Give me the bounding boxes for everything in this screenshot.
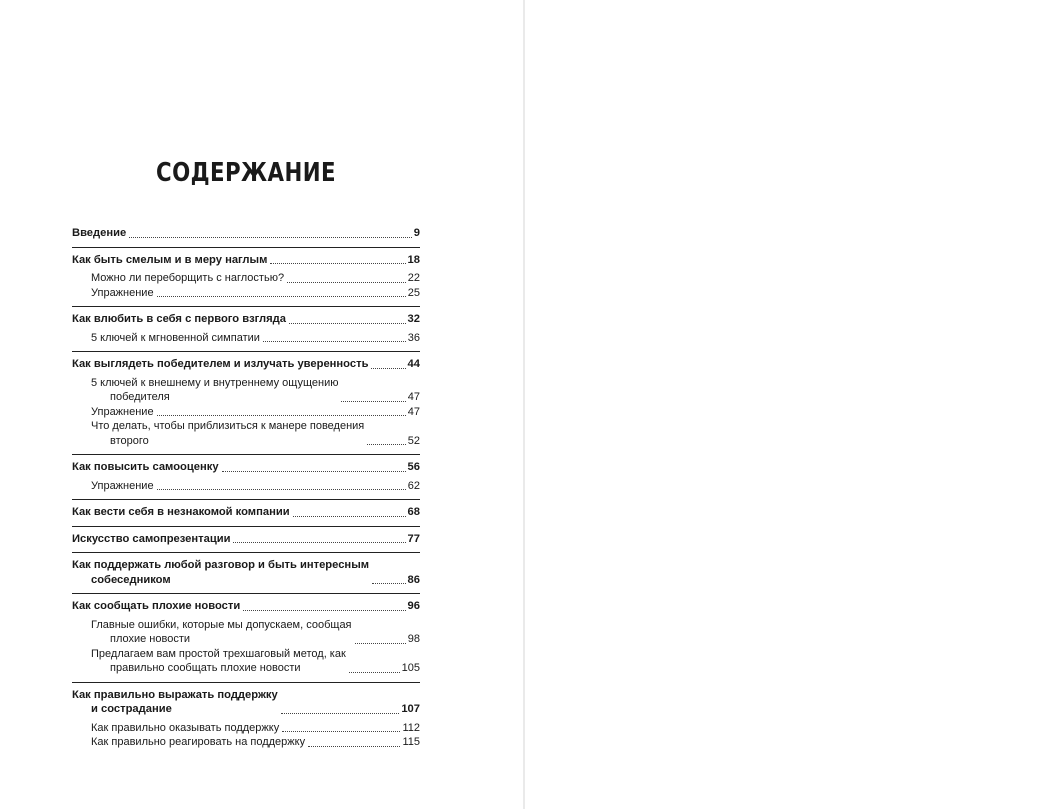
toc-chapter <box>72 688 420 717</box>
toc-chapter <box>72 558 420 587</box>
dot-leader <box>157 291 406 297</box>
dot-leader <box>341 396 405 402</box>
dot-leader <box>282 726 400 732</box>
page-ref: 105 <box>401 662 420 674</box>
toc-subentry <box>72 479 420 494</box>
page-ref: 36 <box>407 331 420 344</box>
entry-text-continuation: и сострадание <box>91 703 172 715</box>
toc-subentries <box>72 479 420 494</box>
entry-text-line: 5 ключей к внешнему и внутреннему ощущению <box>91 376 339 389</box>
toc-chapter <box>72 253 420 268</box>
entry-text-line: Как влюбить в себя с первого взгляда <box>72 313 287 325</box>
toc-subentry <box>72 735 420 750</box>
page-ref: 22 <box>407 272 420 284</box>
chapter-title <box>72 253 267 268</box>
page-ref: 77 <box>407 532 420 545</box>
entry-text-line: Как сообщать плохие новости <box>72 600 241 612</box>
left-page <box>0 0 523 809</box>
subentry-title <box>91 286 154 301</box>
page-ref: 86 <box>407 573 420 586</box>
subentry-title <box>91 721 279 736</box>
dot-leader <box>372 578 406 584</box>
subentry-title <box>91 271 284 286</box>
entry-text-line: Как повысить самооценку <box>72 461 219 473</box>
toc-section <box>72 357 420 448</box>
subentry-title <box>91 376 338 405</box>
toc-chapter <box>72 357 420 372</box>
toc-section <box>72 226 420 241</box>
entry-text-line: Можно ли переборщить с наглостью? <box>91 272 285 284</box>
toc-subentry <box>72 286 420 301</box>
toc-subentry <box>72 331 420 346</box>
dot-leader <box>308 741 400 747</box>
toc-subentries <box>72 376 420 449</box>
toc-subentries <box>72 721 420 750</box>
entry-text-continuation: правильно сообщать плохие новости <box>110 662 301 674</box>
subentry-title <box>91 405 154 420</box>
page-ref: 96 <box>407 600 420 612</box>
chapter-title <box>72 505 290 520</box>
page-ref: 52 <box>407 434 420 447</box>
toc-subentries <box>72 271 420 300</box>
toc-subentry <box>72 647 420 676</box>
toc-left-column <box>72 226 420 750</box>
dot-leader <box>157 410 406 416</box>
dot-leader <box>349 667 400 673</box>
toc-chapter <box>72 460 420 475</box>
page-ref: 115 <box>402 736 420 748</box>
page-ref: 56 <box>407 461 420 473</box>
dot-leader <box>222 466 406 472</box>
dot-leader <box>281 708 400 714</box>
toc-section <box>72 253 420 301</box>
dot-leader <box>157 484 406 490</box>
entry-text-continuation: второго <box>110 434 149 447</box>
dot-leader <box>243 605 405 611</box>
chapter-title <box>72 599 240 614</box>
toc-section <box>72 312 420 345</box>
toc-section <box>72 505 420 520</box>
subentry-title <box>91 618 352 647</box>
chapter-title <box>72 460 219 475</box>
entry-text-line: Как вести себя в незнакомой компании <box>72 506 290 518</box>
entry-text-continuation: собеседником <box>91 573 171 586</box>
entry-text-line: Упражнение <box>91 479 154 492</box>
entry-text-line: Как правильно выражать поддержку <box>72 688 278 701</box>
page-ref: 68 <box>407 506 420 518</box>
toc-title: СОДЕРЖАНИЕ <box>156 158 336 188</box>
subentry-title <box>91 647 346 676</box>
page-ref: 9 <box>413 227 420 239</box>
page-ref: 32 <box>407 313 420 325</box>
entry-text-line: Как правильно реагировать на поддержку <box>91 736 306 748</box>
toc-chapter <box>72 226 420 241</box>
dot-leader <box>355 638 406 644</box>
page-ref: 47 <box>407 391 420 403</box>
entry-text-line: Упражнение <box>91 405 154 418</box>
page-ref: 107 <box>401 703 420 715</box>
entry-text-line: Искусство самопрезентации <box>72 532 231 545</box>
toc-subentry <box>72 419 420 448</box>
page-ref: 62 <box>407 479 420 492</box>
subentry-title <box>91 331 260 346</box>
dot-leader <box>233 537 405 543</box>
toc-chapter <box>72 312 420 327</box>
chapter-title <box>72 226 126 241</box>
toc-subentries <box>72 331 420 346</box>
page-ref: 112 <box>402 721 420 734</box>
chapter-title <box>72 532 230 547</box>
toc-section <box>72 688 420 750</box>
dot-leader <box>270 258 405 264</box>
subentry-title <box>91 735 305 750</box>
entry-text-continuation: победителя <box>110 391 170 403</box>
toc-section <box>72 599 420 676</box>
toc-section <box>72 558 420 587</box>
chapter-title <box>72 357 368 372</box>
chapter-title <box>72 312 286 327</box>
dot-leader <box>263 336 406 342</box>
page-ref: 47 <box>407 405 420 418</box>
toc-chapter <box>72 599 420 614</box>
entry-text-line: Предлагаем вам простой трехшаговый метод, как <box>91 647 346 660</box>
dot-leader <box>367 439 405 445</box>
entry-text-line: Главные ошибки, которые мы допускаем, сообщая <box>91 618 352 631</box>
toc-chapter <box>72 532 420 547</box>
right-page <box>525 0 1048 809</box>
toc-subentries <box>72 618 420 676</box>
dot-leader <box>289 318 406 324</box>
page-ref: 44 <box>407 358 420 370</box>
entry-text-line: 5 ключей к мгновенной симпатии <box>91 331 260 344</box>
entry-text-line: Как выглядеть победителем и излучать уверенность <box>72 358 369 370</box>
entry-text-line: Как поддержать любой разговор и быть интересным <box>72 559 370 571</box>
toc-section <box>72 532 420 547</box>
dot-leader <box>293 511 406 517</box>
entry-text-line: Введение <box>72 227 127 239</box>
page-ref: 25 <box>407 286 420 299</box>
toc-section <box>72 460 420 493</box>
chapter-title <box>72 688 278 717</box>
dot-leader <box>129 232 412 238</box>
toc-subentry <box>72 376 420 405</box>
toc-subentry <box>72 721 420 736</box>
entry-text-continuation: плохие новости <box>110 633 191 645</box>
subentry-title <box>91 419 364 448</box>
entry-text-line: Что делать, чтобы приблизиться к манере поведения <box>91 420 365 432</box>
page-ref: 18 <box>407 253 420 266</box>
dot-leader <box>371 363 405 369</box>
dot-leader <box>287 277 406 283</box>
entry-text-line: Как быть смелым и в меру наглым <box>72 253 268 266</box>
entry-text-line: Упражнение <box>91 286 154 299</box>
toc-subentry <box>72 405 420 420</box>
chapter-title <box>72 558 369 587</box>
toc-subentry <box>72 618 420 647</box>
toc-chapter <box>72 505 420 520</box>
page-ref: 98 <box>407 633 420 645</box>
subentry-title <box>91 479 154 494</box>
entry-text-line: Как правильно оказывать поддержку <box>91 721 280 734</box>
toc-subentry <box>72 271 420 286</box>
